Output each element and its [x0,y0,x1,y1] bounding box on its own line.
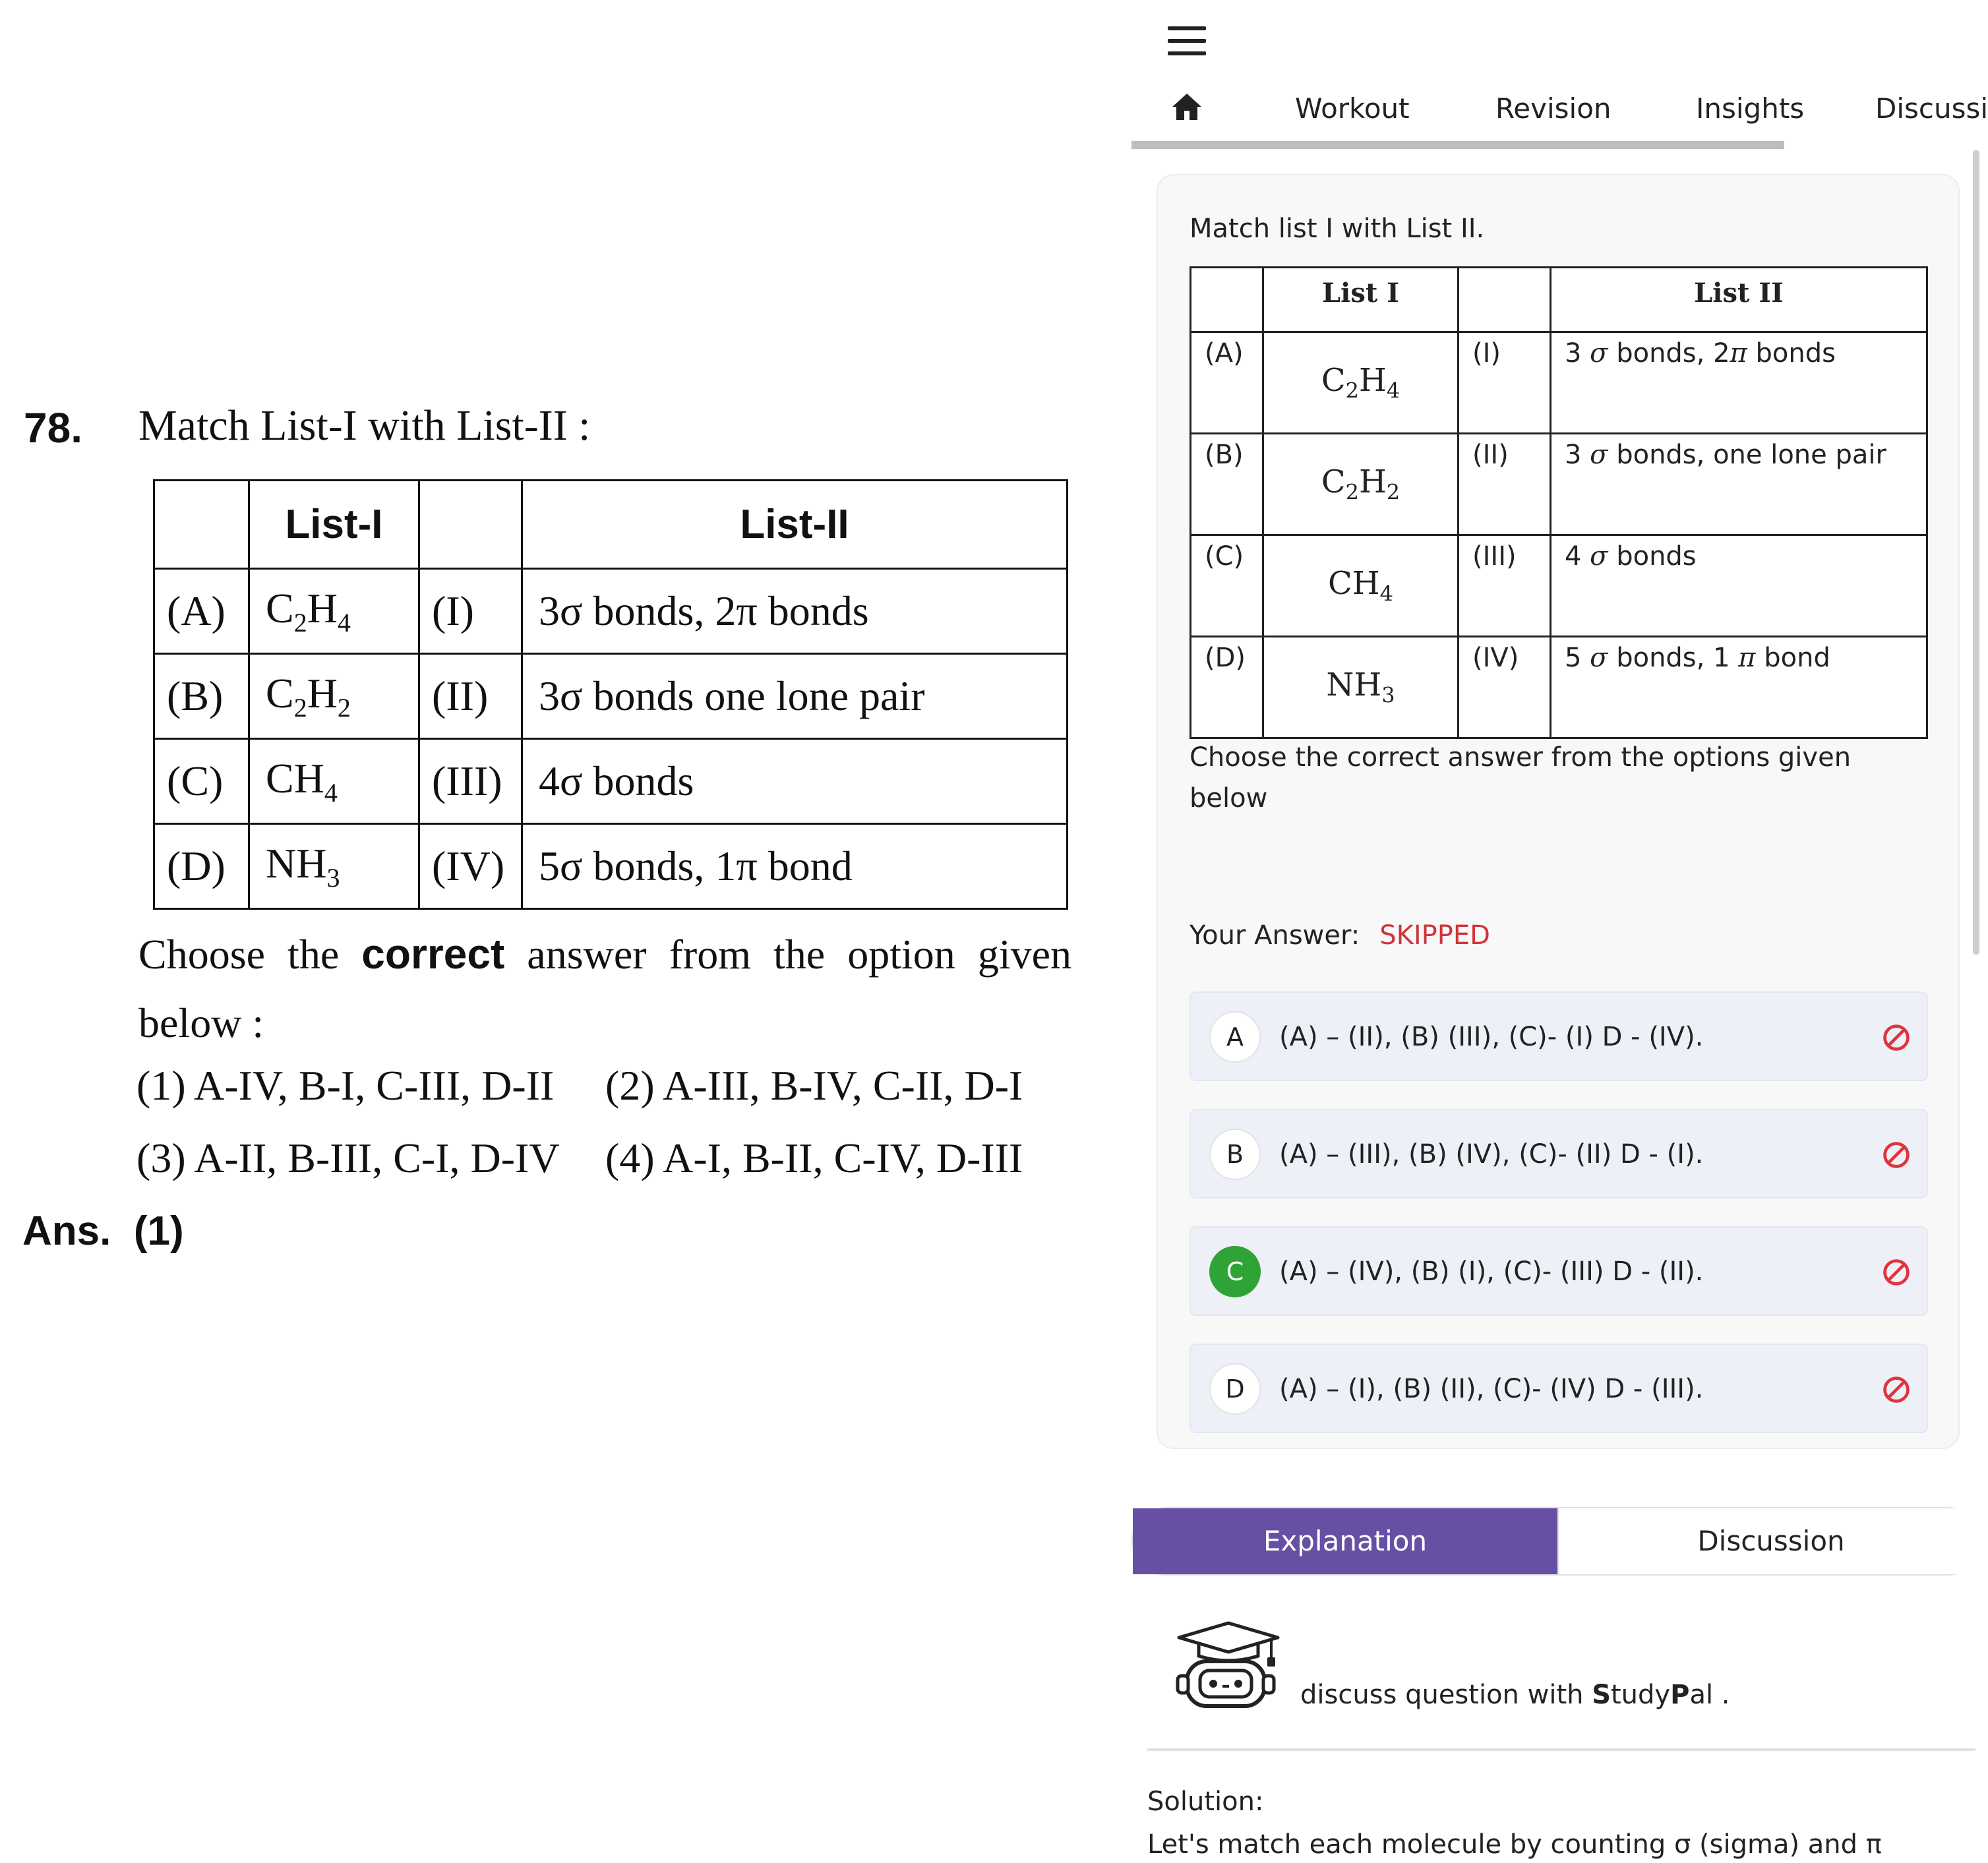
app-header-blank [1191,268,1263,332]
scan-row-label: (D) [154,824,249,909]
scan-header-blank-1 [154,481,249,569]
app-row-molecule: $NH_3$ [1263,637,1459,738]
app-row-label: (B) [1191,434,1263,535]
app-table-row [1191,434,1927,535]
your-answer-status: SKIPPED [1379,920,1490,951]
option-letter-badge: B [1209,1129,1261,1180]
option-text: (A) – (III), (B) (IV), (C)- (II) D - (I). [1279,1139,1704,1169]
scan-row-label: (A) [154,569,249,654]
scan-row-label: (C) [154,739,249,824]
scan-row-roman: (II) [419,654,522,739]
scan-table-row [154,569,1068,654]
scan-header-list-1: List-I [249,481,419,569]
ban-icon [1882,1375,1911,1404]
app-row-label: (A) [1191,332,1263,434]
app-table-row [1191,637,1927,738]
tab-insights[interactable]: Insights [1696,92,1805,125]
scan-header-list-2: List-II [522,481,1068,569]
scan-row-molecule: $C_2H_2$ [249,654,419,739]
scan-answer: Ans. (1) [22,1208,184,1254]
menu-icon[interactable] [1168,26,1206,55]
option-letter-badge: A [1209,1011,1261,1063]
question-number: 78. [24,404,82,452]
option-a[interactable] [1190,991,1928,1081]
top-nav [1131,73,1988,152]
studypal-robot-icon[interactable] [1172,1618,1284,1710]
divider [1147,1748,1975,1751]
app-row-label: (D) [1191,637,1263,738]
option-text: (A) – (IV), (B) (I), (C)- (III) D - (II). [1279,1257,1704,1287]
app-header-list-2: List II [1551,268,1927,332]
scan-row-description: 3σ bonds one lone pair [522,654,1068,739]
option-text: (A) – (I), (B) (II), (C)- (IV) D - (III). [1279,1374,1704,1404]
home-icon[interactable] [1171,92,1203,121]
studypal-link[interactable]: discuss question with StudyPal . [1300,1680,1730,1710]
scan-row-label: (B) [154,654,249,739]
ban-icon [1882,1258,1911,1287]
option-letter-badge: D [1209,1363,1261,1415]
scan-table-row [154,739,1068,824]
your-answer [1190,920,1490,951]
app-row-description: 5 σ bonds, 1 π bond [1551,637,1927,738]
app-table-row [1191,332,1927,434]
card-choose-instruction: Choose the correct answer from the options given below [1190,742,1852,813]
scan-row-roman: (IV) [419,824,522,909]
app-row-description: 3 σ bonds, 2π bonds [1551,332,1927,434]
scan-row-roman: (III) [419,739,522,824]
tab-revision[interactable]: Revision [1495,92,1611,125]
app-header-blank [1459,268,1551,332]
card-question-text: Match list I with List II. [1190,214,1485,244]
your-answer-label: Your Answer: [1190,920,1360,951]
app-row-molecule: $C_2H_4$ [1263,332,1459,434]
scan-table-row [154,654,1068,739]
app-row-roman: (II) [1459,434,1551,535]
scan-row-molecule: $CH_4$ [249,739,419,824]
ban-icon [1882,1140,1911,1169]
app-row-roman: (IV) [1459,637,1551,738]
app-row-description: 4 σ bonds [1551,535,1927,637]
scan-row-description: 3σ bonds, 2π bonds [522,569,1068,654]
tab-discussion[interactable]: Discussi [1875,92,1988,125]
app-row-roman: (I) [1459,332,1551,434]
scan-match-table [153,479,1068,910]
tab-indicator [1131,141,1784,149]
option-b[interactable] [1190,1109,1928,1198]
scan-row-molecule: $NH_3$ [249,824,419,909]
explanation-tab[interactable]: Explanation [1133,1508,1557,1574]
scan-table-header [154,481,1068,569]
option-c[interactable] [1190,1226,1928,1316]
app-panel [1131,0,1988,1860]
app-row-molecule: $CH_4$ [1263,535,1459,637]
app-row-roman: (III) [1459,535,1551,637]
discussion-tab[interactable]: Discussion [1557,1508,1983,1574]
question-card [1157,174,1960,1449]
scan-row-roman: (I) [419,569,522,654]
scan-option-1: (1) A-IV, B-I, C-III, D-II [136,1062,555,1109]
solution-text-cut: Let's match each molecule by counting σ (sigma) and π [1147,1829,1882,1860]
scrollbar[interactable] [1973,150,1979,955]
app-table-row [1191,535,1927,637]
solution-heading: Solution: [1147,1787,1264,1817]
app-header-list-1: List I [1263,268,1459,332]
scan-header-blank-2 [419,481,522,569]
scan-option-4: (4) A-I, B-II, C-IV, D-III [605,1135,1023,1181]
explanation-discussion-toggle [1131,1507,1982,1576]
scan-row-description: 4σ bonds [522,739,1068,824]
scan-choose-instruction: Choose the correct answer from the option given below : [138,930,1071,1046]
scan-option-3: (3) A-II, B-III, C-I, D-IV [136,1135,560,1181]
ban-icon [1882,1023,1911,1052]
scan-row-molecule: $C_2H_4$ [249,569,419,654]
option-letter-badge-correct: C [1209,1246,1261,1297]
app-row-description: 3 σ bonds, one lone pair [1551,434,1927,535]
scan-option-2: (2) A-III, B-IV, C-II, D-I [605,1062,1023,1109]
app-match-table [1190,266,1928,739]
option-text: (A) – (II), (B) (III), (C)- (I) D - (IV). [1279,1022,1704,1052]
question-text: Match List-I with List-II : [138,401,591,450]
app-row-label: (C) [1191,535,1263,637]
scan-row-description: 5σ bonds, 1π bond [522,824,1068,909]
scan-table-row [154,824,1068,909]
tab-workout[interactable]: Workout [1295,92,1410,125]
app-table-header [1191,268,1927,332]
app-row-molecule: $C_2H_2$ [1263,434,1459,535]
option-d[interactable] [1190,1344,1928,1433]
